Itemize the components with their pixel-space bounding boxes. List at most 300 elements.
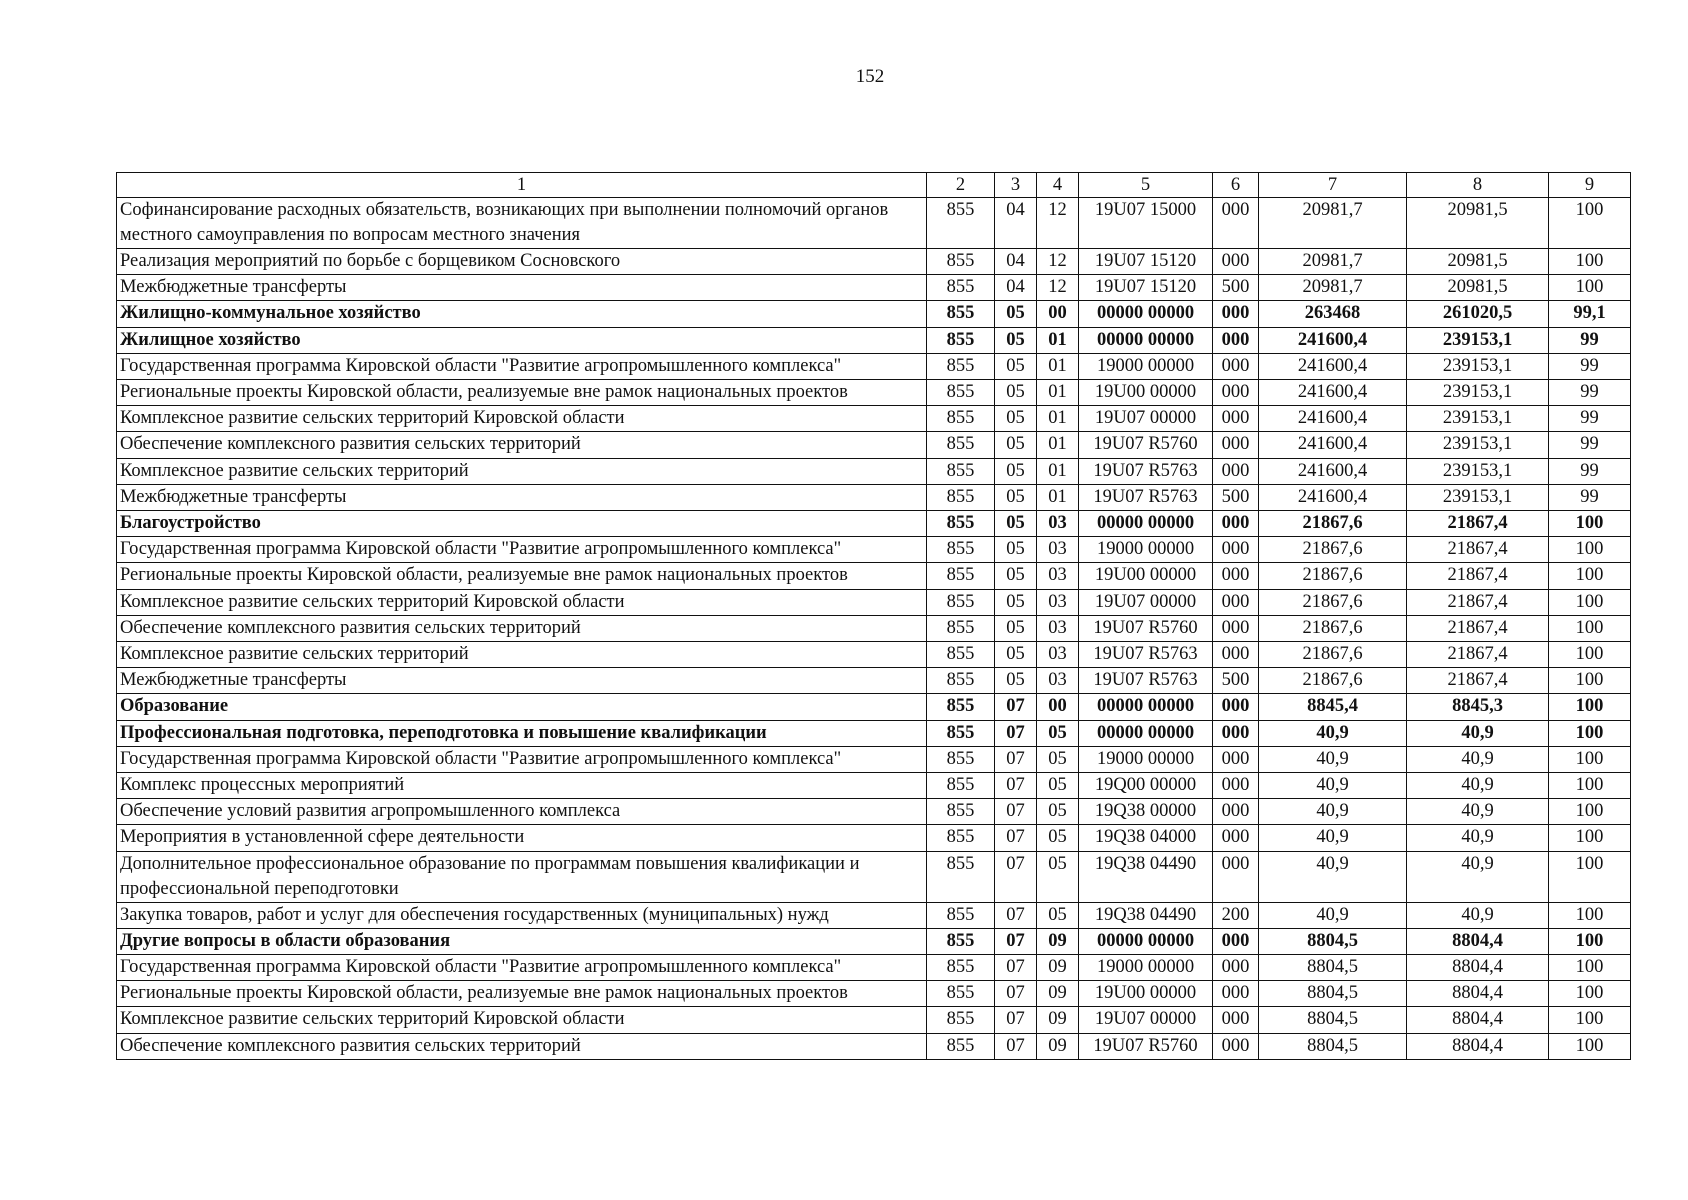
cell-section: 07 [995,955,1037,981]
cell-subsection: 01 [1037,327,1079,353]
cell-percent: 100 [1549,773,1631,799]
cell-target-article: 19Q00 00000 [1079,773,1213,799]
cell-executed-amount: 21867,4 [1407,642,1549,668]
cell-plan-amount: 241600,4 [1259,406,1407,432]
cell-subsection: 01 [1037,484,1079,510]
cell-target-article: 00000 00000 [1079,301,1213,327]
cell-executed-amount: 20981,5 [1407,198,1549,249]
cell-expense-type: 000 [1213,563,1259,589]
cell-subsection: 00 [1037,694,1079,720]
cell-subsection: 09 [1037,928,1079,954]
table-row [117,615,1631,641]
cell-executed-amount: 239153,1 [1407,353,1549,379]
cell-executed-amount: 239153,1 [1407,432,1549,458]
cell-target-article: 00000 00000 [1079,928,1213,954]
cell-subsection: 01 [1037,432,1079,458]
cell-target-article: 19000 00000 [1079,955,1213,981]
cell-target-article: 00000 00000 [1079,720,1213,746]
cell-section: 05 [995,484,1037,510]
cell-percent: 100 [1549,902,1631,928]
table-row [117,1033,1631,1059]
row-name-cell: Реализация мероприятий по борьбе с борщевиком Сосновского [117,249,927,275]
cell-section: 04 [995,198,1037,249]
cell-admin-code: 855 [927,563,995,589]
column-header: 9 [1549,173,1631,198]
cell-expense-type: 000 [1213,380,1259,406]
cell-section: 05 [995,615,1037,641]
cell-percent: 100 [1549,720,1631,746]
cell-admin-code: 855 [927,537,995,563]
cell-target-article: 19Q38 04490 [1079,851,1213,902]
cell-subsection: 03 [1037,563,1079,589]
cell-admin-code: 855 [927,668,995,694]
cell-percent: 99 [1549,484,1631,510]
cell-executed-amount: 40,9 [1407,720,1549,746]
cell-plan-amount: 241600,4 [1259,353,1407,379]
cell-plan-amount: 241600,4 [1259,380,1407,406]
page-number: 152 [855,66,885,87]
cell-percent: 100 [1549,981,1631,1007]
table-row [117,1007,1631,1033]
cell-admin-code: 855 [927,511,995,537]
cell-section: 07 [995,851,1037,902]
cell-executed-amount: 40,9 [1407,902,1549,928]
cell-target-article: 19U07 R5760 [1079,615,1213,641]
cell-plan-amount: 20981,7 [1259,249,1407,275]
cell-percent: 100 [1549,249,1631,275]
cell-section: 05 [995,537,1037,563]
cell-plan-amount: 20981,7 [1259,275,1407,301]
cell-plan-amount: 40,9 [1259,902,1407,928]
table-row [117,955,1631,981]
cell-plan-amount: 40,9 [1259,773,1407,799]
table-row [117,746,1631,772]
table-row [117,537,1631,563]
cell-expense-type: 000 [1213,615,1259,641]
cell-expense-type: 000 [1213,589,1259,615]
cell-target-article: 19U07 R5763 [1079,642,1213,668]
cell-expense-type: 000 [1213,928,1259,954]
cell-expense-type: 000 [1213,353,1259,379]
cell-plan-amount: 263468 [1259,301,1407,327]
cell-expense-type: 000 [1213,537,1259,563]
cell-target-article: 19U07 00000 [1079,406,1213,432]
cell-executed-amount: 8804,4 [1407,981,1549,1007]
cell-subsection: 01 [1037,406,1079,432]
table-row [117,353,1631,379]
column-header: 7 [1259,173,1407,198]
cell-plan-amount: 40,9 [1259,799,1407,825]
cell-subsection: 05 [1037,799,1079,825]
cell-subsection: 01 [1037,353,1079,379]
cell-section: 05 [995,432,1037,458]
cell-subsection: 05 [1037,902,1079,928]
table-row [117,799,1631,825]
cell-percent: 99 [1549,327,1631,353]
cell-section: 07 [995,799,1037,825]
cell-target-article: 00000 00000 [1079,327,1213,353]
row-name-cell: Дополнительное профессиональное образование по программам повышения квалификации и профессиональной переподготовки [117,851,927,902]
cell-admin-code: 855 [927,746,995,772]
cell-subsection: 00 [1037,301,1079,327]
cell-expense-type: 000 [1213,249,1259,275]
cell-expense-type: 000 [1213,746,1259,772]
cell-plan-amount: 21867,6 [1259,589,1407,615]
cell-section: 07 [995,773,1037,799]
row-name-cell: Жилищное хозяйство [117,327,927,353]
cell-executed-amount: 8804,4 [1407,955,1549,981]
row-name-cell: Региональные проекты Кировской области, реализуемые вне рамок национальных проектов [117,563,927,589]
table-row [117,642,1631,668]
cell-admin-code: 855 [927,275,995,301]
table-row [117,773,1631,799]
cell-percent: 100 [1549,825,1631,851]
cell-subsection: 12 [1037,275,1079,301]
cell-percent: 100 [1549,928,1631,954]
cell-section: 07 [995,1033,1037,1059]
cell-executed-amount: 21867,4 [1407,511,1549,537]
row-name-cell: Межбюджетные трансферты [117,668,927,694]
cell-target-article: 00000 00000 [1079,694,1213,720]
cell-executed-amount: 239153,1 [1407,484,1549,510]
cell-expense-type: 000 [1213,1033,1259,1059]
row-name-cell: Комплексное развитие сельских территорий Кировской области [117,589,927,615]
row-name-cell: Образование [117,694,927,720]
cell-executed-amount: 21867,4 [1407,589,1549,615]
row-name-cell: Жилищно-коммунальное хозяйство [117,301,927,327]
cell-percent: 100 [1549,198,1631,249]
table-row [117,720,1631,746]
cell-section: 07 [995,825,1037,851]
cell-expense-type: 000 [1213,799,1259,825]
cell-expense-type: 200 [1213,902,1259,928]
cell-section: 05 [995,511,1037,537]
cell-target-article: 19000 00000 [1079,353,1213,379]
table-header-row [117,173,1631,198]
cell-admin-code: 855 [927,981,995,1007]
cell-percent: 99 [1549,406,1631,432]
cell-executed-amount: 261020,5 [1407,301,1549,327]
cell-admin-code: 855 [927,694,995,720]
column-header: 3 [995,173,1037,198]
cell-executed-amount: 40,9 [1407,851,1549,902]
cell-section: 05 [995,668,1037,694]
cell-admin-code: 855 [927,955,995,981]
cell-subsection: 05 [1037,773,1079,799]
cell-plan-amount: 21867,6 [1259,615,1407,641]
cell-admin-code: 855 [927,902,995,928]
cell-expense-type: 000 [1213,720,1259,746]
cell-section: 05 [995,353,1037,379]
cell-executed-amount: 21867,4 [1407,615,1549,641]
cell-target-article: 19U07 15000 [1079,198,1213,249]
cell-percent: 99 [1549,353,1631,379]
cell-plan-amount: 241600,4 [1259,432,1407,458]
cell-plan-amount: 241600,4 [1259,327,1407,353]
cell-admin-code: 855 [927,1033,995,1059]
cell-admin-code: 855 [927,198,995,249]
table-row [117,563,1631,589]
cell-target-article: 19U07 R5760 [1079,432,1213,458]
table-row [117,902,1631,928]
cell-expense-type: 000 [1213,432,1259,458]
table-row [117,694,1631,720]
cell-section: 05 [995,380,1037,406]
cell-expense-type: 000 [1213,511,1259,537]
cell-admin-code: 855 [927,1007,995,1033]
cell-target-article: 19Q38 04000 [1079,825,1213,851]
cell-plan-amount: 8804,5 [1259,1033,1407,1059]
cell-subsection: 09 [1037,981,1079,1007]
cell-admin-code: 855 [927,380,995,406]
cell-target-article: 19U07 15120 [1079,275,1213,301]
row-name-cell: Комплексное развитие сельских территорий Кировской области [117,1007,927,1033]
cell-expense-type: 500 [1213,484,1259,510]
row-name-cell: Профессиональная подготовка, переподготовка и повышение квалификации [117,720,927,746]
row-name-cell: Обеспечение комплексного развития сельских территорий [117,432,927,458]
row-name-cell: Межбюджетные трансферты [117,484,927,510]
cell-percent: 100 [1549,589,1631,615]
row-name-cell: Региональные проекты Кировской области, реализуемые вне рамок национальных проектов [117,981,927,1007]
cell-section: 05 [995,589,1037,615]
cell-expense-type: 000 [1213,851,1259,902]
cell-subsection: 05 [1037,825,1079,851]
cell-percent: 100 [1549,275,1631,301]
cell-section: 07 [995,1007,1037,1033]
cell-executed-amount: 20981,5 [1407,275,1549,301]
cell-subsection: 12 [1037,249,1079,275]
cell-percent: 100 [1549,1007,1631,1033]
column-header: 4 [1037,173,1079,198]
cell-target-article: 19000 00000 [1079,537,1213,563]
budget-table-container [116,172,1631,1060]
cell-plan-amount: 21867,6 [1259,537,1407,563]
cell-section: 07 [995,720,1037,746]
cell-target-article: 19U07 R5763 [1079,484,1213,510]
cell-executed-amount: 40,9 [1407,825,1549,851]
cell-subsection: 01 [1037,380,1079,406]
row-name-cell: Межбюджетные трансферты [117,275,927,301]
cell-admin-code: 855 [927,406,995,432]
cell-subsection: 09 [1037,955,1079,981]
cell-executed-amount: 8804,4 [1407,1007,1549,1033]
cell-section: 07 [995,981,1037,1007]
cell-plan-amount: 241600,4 [1259,484,1407,510]
cell-target-article: 19U00 00000 [1079,981,1213,1007]
cell-admin-code: 855 [927,432,995,458]
table-row [117,275,1631,301]
cell-section: 04 [995,275,1037,301]
row-name-cell: Государственная программа Кировской области "Развитие агропромышленного комплекса" [117,353,927,379]
row-name-cell: Государственная программа Кировской области "Развитие агропромышленного комплекса" [117,746,927,772]
row-name-cell: Софинансирование расходных обязательств, возникающих при выполнении полномочий органов местного самоуправления по вопросам местного значения [117,198,927,249]
cell-subsection: 03 [1037,615,1079,641]
cell-expense-type: 000 [1213,825,1259,851]
cell-subsection: 05 [1037,851,1079,902]
table-row [117,249,1631,275]
cell-percent: 100 [1549,537,1631,563]
cell-expense-type: 000 [1213,773,1259,799]
cell-target-article: 19Q38 04490 [1079,902,1213,928]
cell-section: 07 [995,694,1037,720]
table-row [117,484,1631,510]
cell-percent: 100 [1549,668,1631,694]
cell-subsection: 03 [1037,668,1079,694]
cell-executed-amount: 20981,5 [1407,249,1549,275]
cell-target-article: 00000 00000 [1079,511,1213,537]
column-header: 1 [117,173,927,198]
cell-executed-amount: 40,9 [1407,773,1549,799]
cell-expense-type: 000 [1213,694,1259,720]
cell-percent: 99 [1549,458,1631,484]
cell-admin-code: 855 [927,851,995,902]
cell-subsection: 09 [1037,1033,1079,1059]
cell-percent: 100 [1549,642,1631,668]
row-name-cell: Комплексное развитие сельских территорий [117,458,927,484]
cell-expense-type: 000 [1213,642,1259,668]
cell-executed-amount: 239153,1 [1407,458,1549,484]
cell-plan-amount: 40,9 [1259,851,1407,902]
cell-expense-type: 500 [1213,275,1259,301]
cell-executed-amount: 239153,1 [1407,406,1549,432]
row-name-cell: Комплексное развитие сельских территорий Кировской области [117,406,927,432]
cell-percent: 100 [1549,511,1631,537]
cell-executed-amount: 40,9 [1407,746,1549,772]
row-name-cell: Комплекс процессных мероприятий [117,773,927,799]
table-row [117,825,1631,851]
row-name-cell: Региональные проекты Кировской области, реализуемые вне рамок национальных проектов [117,380,927,406]
cell-percent: 100 [1549,746,1631,772]
cell-percent: 100 [1549,851,1631,902]
row-name-cell: Обеспечение условий развития агропромышленного комплекса [117,799,927,825]
table-row [117,327,1631,353]
cell-target-article: 19U00 00000 [1079,563,1213,589]
cell-admin-code: 855 [927,301,995,327]
cell-percent: 99 [1549,432,1631,458]
table-row [117,458,1631,484]
table-row [117,981,1631,1007]
cell-subsection: 03 [1037,537,1079,563]
cell-executed-amount: 239153,1 [1407,380,1549,406]
row-name-cell: Государственная программа Кировской области "Развитие агропромышленного комплекса" [117,537,927,563]
cell-subsection: 05 [1037,746,1079,772]
row-name-cell: Государственная программа Кировской области "Развитие агропромышленного комплекса" [117,955,927,981]
cell-target-article: 19U07 00000 [1079,589,1213,615]
row-name-cell: Обеспечение комплексного развития сельских территорий [117,1033,927,1059]
cell-section: 05 [995,301,1037,327]
cell-target-article: 19U07 15120 [1079,249,1213,275]
cell-admin-code: 855 [927,249,995,275]
cell-percent: 100 [1549,694,1631,720]
cell-subsection: 12 [1037,198,1079,249]
cell-section: 05 [995,458,1037,484]
table-row [117,301,1631,327]
table-row [117,668,1631,694]
cell-plan-amount: 21867,6 [1259,642,1407,668]
cell-admin-code: 855 [927,928,995,954]
column-header: 5 [1079,173,1213,198]
cell-expense-type: 000 [1213,955,1259,981]
cell-target-article: 19U07 00000 [1079,1007,1213,1033]
cell-plan-amount: 40,9 [1259,825,1407,851]
cell-subsection: 03 [1037,642,1079,668]
cell-target-article: 19U07 R5763 [1079,458,1213,484]
cell-section: 07 [995,902,1037,928]
column-header: 6 [1213,173,1259,198]
cell-subsection: 09 [1037,1007,1079,1033]
cell-percent: 99,1 [1549,301,1631,327]
cell-executed-amount: 21867,4 [1407,537,1549,563]
cell-section: 05 [995,642,1037,668]
cell-plan-amount: 21867,6 [1259,511,1407,537]
table-row [117,928,1631,954]
cell-plan-amount: 8804,5 [1259,981,1407,1007]
cell-plan-amount: 8845,4 [1259,694,1407,720]
table-row [117,511,1631,537]
cell-subsection: 03 [1037,511,1079,537]
cell-subsection: 01 [1037,458,1079,484]
cell-plan-amount: 21867,6 [1259,563,1407,589]
cell-section: 07 [995,928,1037,954]
cell-target-article: 19Q38 00000 [1079,799,1213,825]
cell-admin-code: 855 [927,825,995,851]
cell-admin-code: 855 [927,773,995,799]
cell-admin-code: 855 [927,327,995,353]
column-header: 2 [927,173,995,198]
cell-executed-amount: 8804,4 [1407,1033,1549,1059]
cell-admin-code: 855 [927,642,995,668]
cell-percent: 99 [1549,380,1631,406]
cell-section: 04 [995,249,1037,275]
cell-section: 05 [995,563,1037,589]
cell-executed-amount: 21867,4 [1407,563,1549,589]
cell-plan-amount: 20981,7 [1259,198,1407,249]
cell-plan-amount: 241600,4 [1259,458,1407,484]
cell-percent: 100 [1549,1033,1631,1059]
cell-admin-code: 855 [927,799,995,825]
row-name-cell: Комплексное развитие сельских территорий [117,642,927,668]
cell-target-article: 19000 00000 [1079,746,1213,772]
cell-target-article: 19U00 00000 [1079,380,1213,406]
table-body [117,198,1631,1060]
cell-plan-amount: 40,9 [1259,720,1407,746]
cell-section: 05 [995,406,1037,432]
cell-target-article: 19U07 R5760 [1079,1033,1213,1059]
table-row [117,589,1631,615]
cell-percent: 100 [1549,563,1631,589]
cell-expense-type: 000 [1213,1007,1259,1033]
row-name-cell: Другие вопросы в области образования [117,928,927,954]
cell-percent: 100 [1549,955,1631,981]
cell-expense-type: 000 [1213,458,1259,484]
cell-plan-amount: 21867,6 [1259,668,1407,694]
cell-admin-code: 855 [927,720,995,746]
cell-expense-type: 000 [1213,406,1259,432]
cell-expense-type: 000 [1213,301,1259,327]
cell-section: 07 [995,746,1037,772]
cell-expense-type: 000 [1213,327,1259,353]
cell-plan-amount: 8804,5 [1259,928,1407,954]
cell-executed-amount: 8845,3 [1407,694,1549,720]
cell-expense-type: 500 [1213,668,1259,694]
cell-target-article: 19U07 R5763 [1079,668,1213,694]
cell-plan-amount: 8804,5 [1259,955,1407,981]
table-row [117,851,1631,902]
cell-percent: 100 [1549,799,1631,825]
cell-admin-code: 855 [927,353,995,379]
cell-subsection: 03 [1037,589,1079,615]
cell-admin-code: 855 [927,484,995,510]
